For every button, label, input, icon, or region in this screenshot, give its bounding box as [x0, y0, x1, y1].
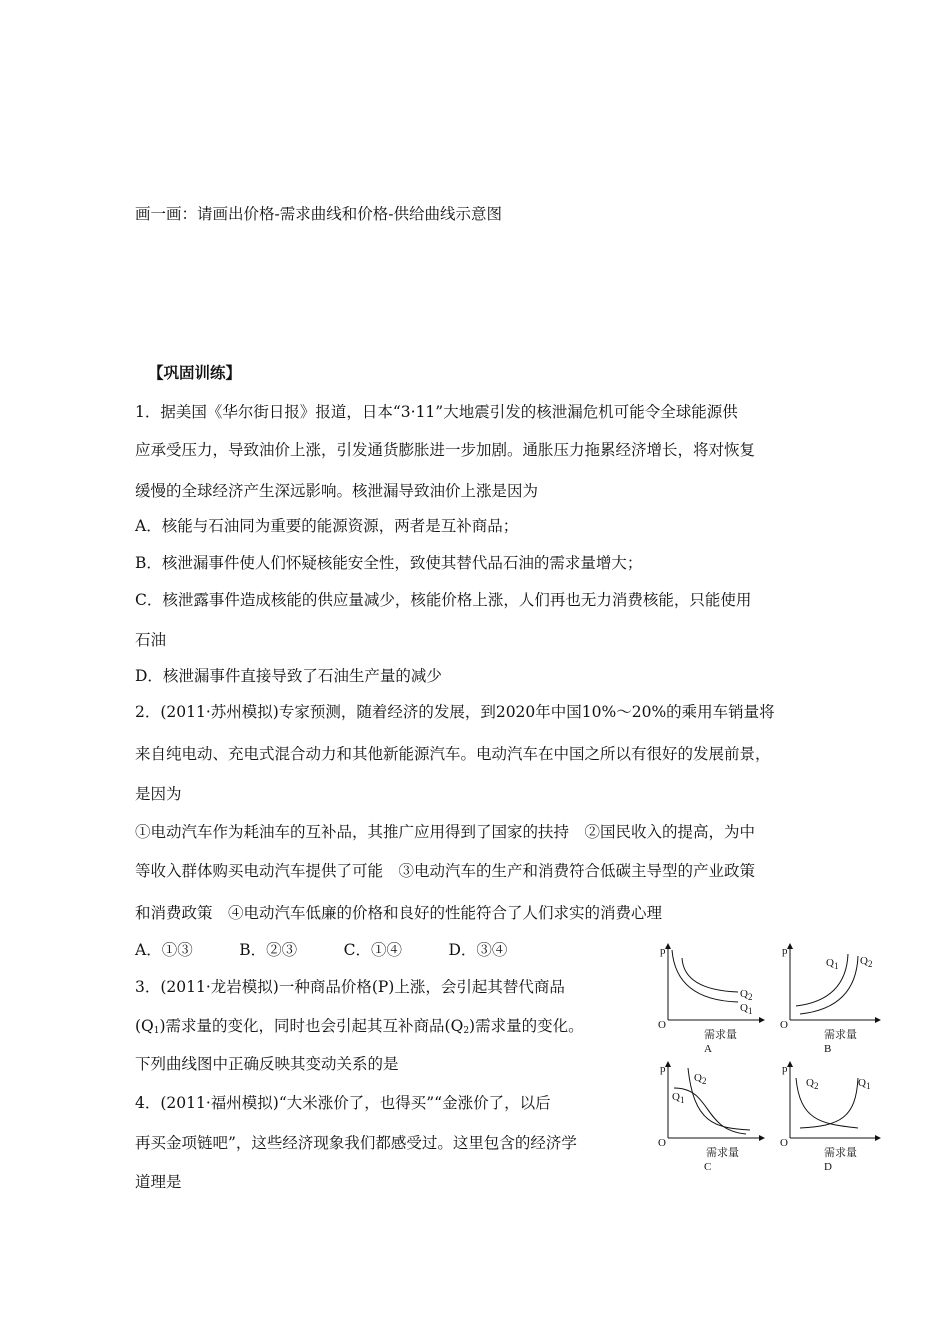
q1-line2: 应承受压力，导致油价上涨，引发通货膨胀进一步加剧。通胀压力拖累经济增长，将对恢复 [135, 441, 756, 459]
graph-c [658, 1063, 762, 1173]
graph-c-x-label: 需求量 [706, 1146, 739, 1159]
graph-c-curve-q2 [674, 1088, 746, 1134]
q3-line2-a: (Q [135, 1017, 154, 1035]
graph-b [780, 945, 878, 1055]
demand-curve-svg [650, 938, 880, 1178]
q4-line1: 4．(2011·福州模拟)“大米涨价了，也得买”“金涨价了，以后 [135, 1094, 551, 1112]
q2-line2: 来自纯电动、充电式混合动力和其他新能源汽车。电动汽车在中国之所以有很好的发展前景， [135, 745, 771, 763]
q3-line2-sub1: 1 [153, 1026, 160, 1036]
graph-d-origin: O [780, 1137, 788, 1149]
graph-c-q2-label: $Q_2$ [694, 1072, 707, 1086]
graph-d-x-label: 需求量 [824, 1146, 857, 1159]
graph-d-q2-label: $Q_2$ [806, 1077, 819, 1091]
graph-c-panel-label: C [704, 1161, 712, 1173]
q1-option-b: B．核泄漏事件使人们怀疑核能安全性，致使其替代品石油的需求量增大； [135, 554, 643, 572]
graph-a [658, 945, 762, 1055]
graph-a-x-label: 需求量 [704, 1028, 737, 1041]
q1-option-d: D．核泄漏事件直接导致了石油生产量的减少 [135, 667, 442, 685]
graph-a-p-label: p [660, 945, 666, 957]
q1-option-c-line2: 石油 [135, 631, 167, 649]
q2-statements-line3: 和消费政策 ④电动汽车低廉的价格和良好的性能符合了人们求实的消费心理 [135, 904, 663, 922]
graph-b-q1-label: $Q_1$ [826, 957, 839, 971]
q3-line2-sub2: 2 [463, 1026, 470, 1036]
q3-line2-b: )需求量的变化，同时也会引起其互补商品(Q [159, 1017, 464, 1035]
q3-line3: 下列曲线图中正确反映其变动关系的是 [135, 1055, 399, 1073]
graph-d-p-label: p [782, 1063, 788, 1075]
q2-options: A．①③ B．②③ C．①④ D．③④ [135, 941, 508, 959]
graph-d [780, 1063, 878, 1173]
q1-line3: 缓慢的全球经济产生深远影响。核泄漏导致油价上涨是因为 [135, 482, 539, 500]
q2-line3: 是因为 [135, 785, 182, 803]
q1-option-c-line1: C．核泄露事件造成核能的供应量减少，核能价格上涨，人们再也无力消费核能，只能使用 [135, 591, 752, 609]
graph-a-q2-label: $Q_2$ [740, 988, 753, 1002]
graph-d-q1-label: $Q_1$ [858, 1077, 871, 1091]
graph-a-origin: O [658, 1019, 666, 1031]
graph-c-origin: O [658, 1137, 666, 1149]
q3-line2-c: )需求量的变化。 [469, 1017, 584, 1035]
graph-a-q1-label: $Q_1$ [740, 1002, 753, 1016]
section-title: 【巩固训练】 [148, 364, 242, 382]
q2-statements-line2: 等收入群体购买电动汽车提供了可能 ③电动汽车的生产和消费符合低碳主导型的产业政策 [135, 862, 756, 880]
q2-statements-line1: ①电动汽车作为耗油车的互补品，其推广应用得到了国家的扶持 ②国民收入的提高，为中 [135, 823, 756, 841]
q2-line1: 2．(2011·苏州模拟)专家预测，随着经济的发展，到2020年中国10%～20%的乘用车销量将 [135, 703, 775, 721]
graph-a-panel-label: A [704, 1043, 712, 1055]
q1-option-a: A．核能与石油同为重要的能源资源，两者是互补商品； [135, 517, 519, 535]
q4-line2: 再买金项链吧”，这些经济现象我们都感受过。这里包含的经济学 [135, 1134, 577, 1152]
draw-prompt: 画一画：请画出价格-需求曲线和价格-供给曲线示意图 [135, 205, 502, 223]
graph-d-panel-label: D [824, 1161, 832, 1173]
q1-line1: 1．据美国《华尔街日报》报道，日本“3·11”大地震引发的核泄漏危机可能令全球能源供 [135, 403, 738, 421]
graph-a-curve-q2 [682, 958, 738, 992]
q3-line2 [135, 1016, 584, 1041]
graph-b-x-label: 需求量 [824, 1028, 857, 1041]
demand-curve-figure [650, 938, 880, 1178]
graph-c-p-label: p [660, 1063, 666, 1075]
q4-line3: 道理是 [135, 1173, 182, 1191]
q3-line1: 3．(2011·龙岩模拟)一种商品价格(P)上涨，会引起其替代商品 [135, 978, 565, 996]
graph-b-panel-label: B [824, 1043, 832, 1055]
graph-a-curve-q1 [672, 950, 738, 1002]
graph-b-p-label: p [782, 945, 788, 957]
graph-c-q1-label: $Q_1$ [672, 1091, 685, 1105]
graph-b-origin: O [780, 1019, 788, 1031]
graph-b-q2-label: $Q_2$ [860, 955, 873, 969]
